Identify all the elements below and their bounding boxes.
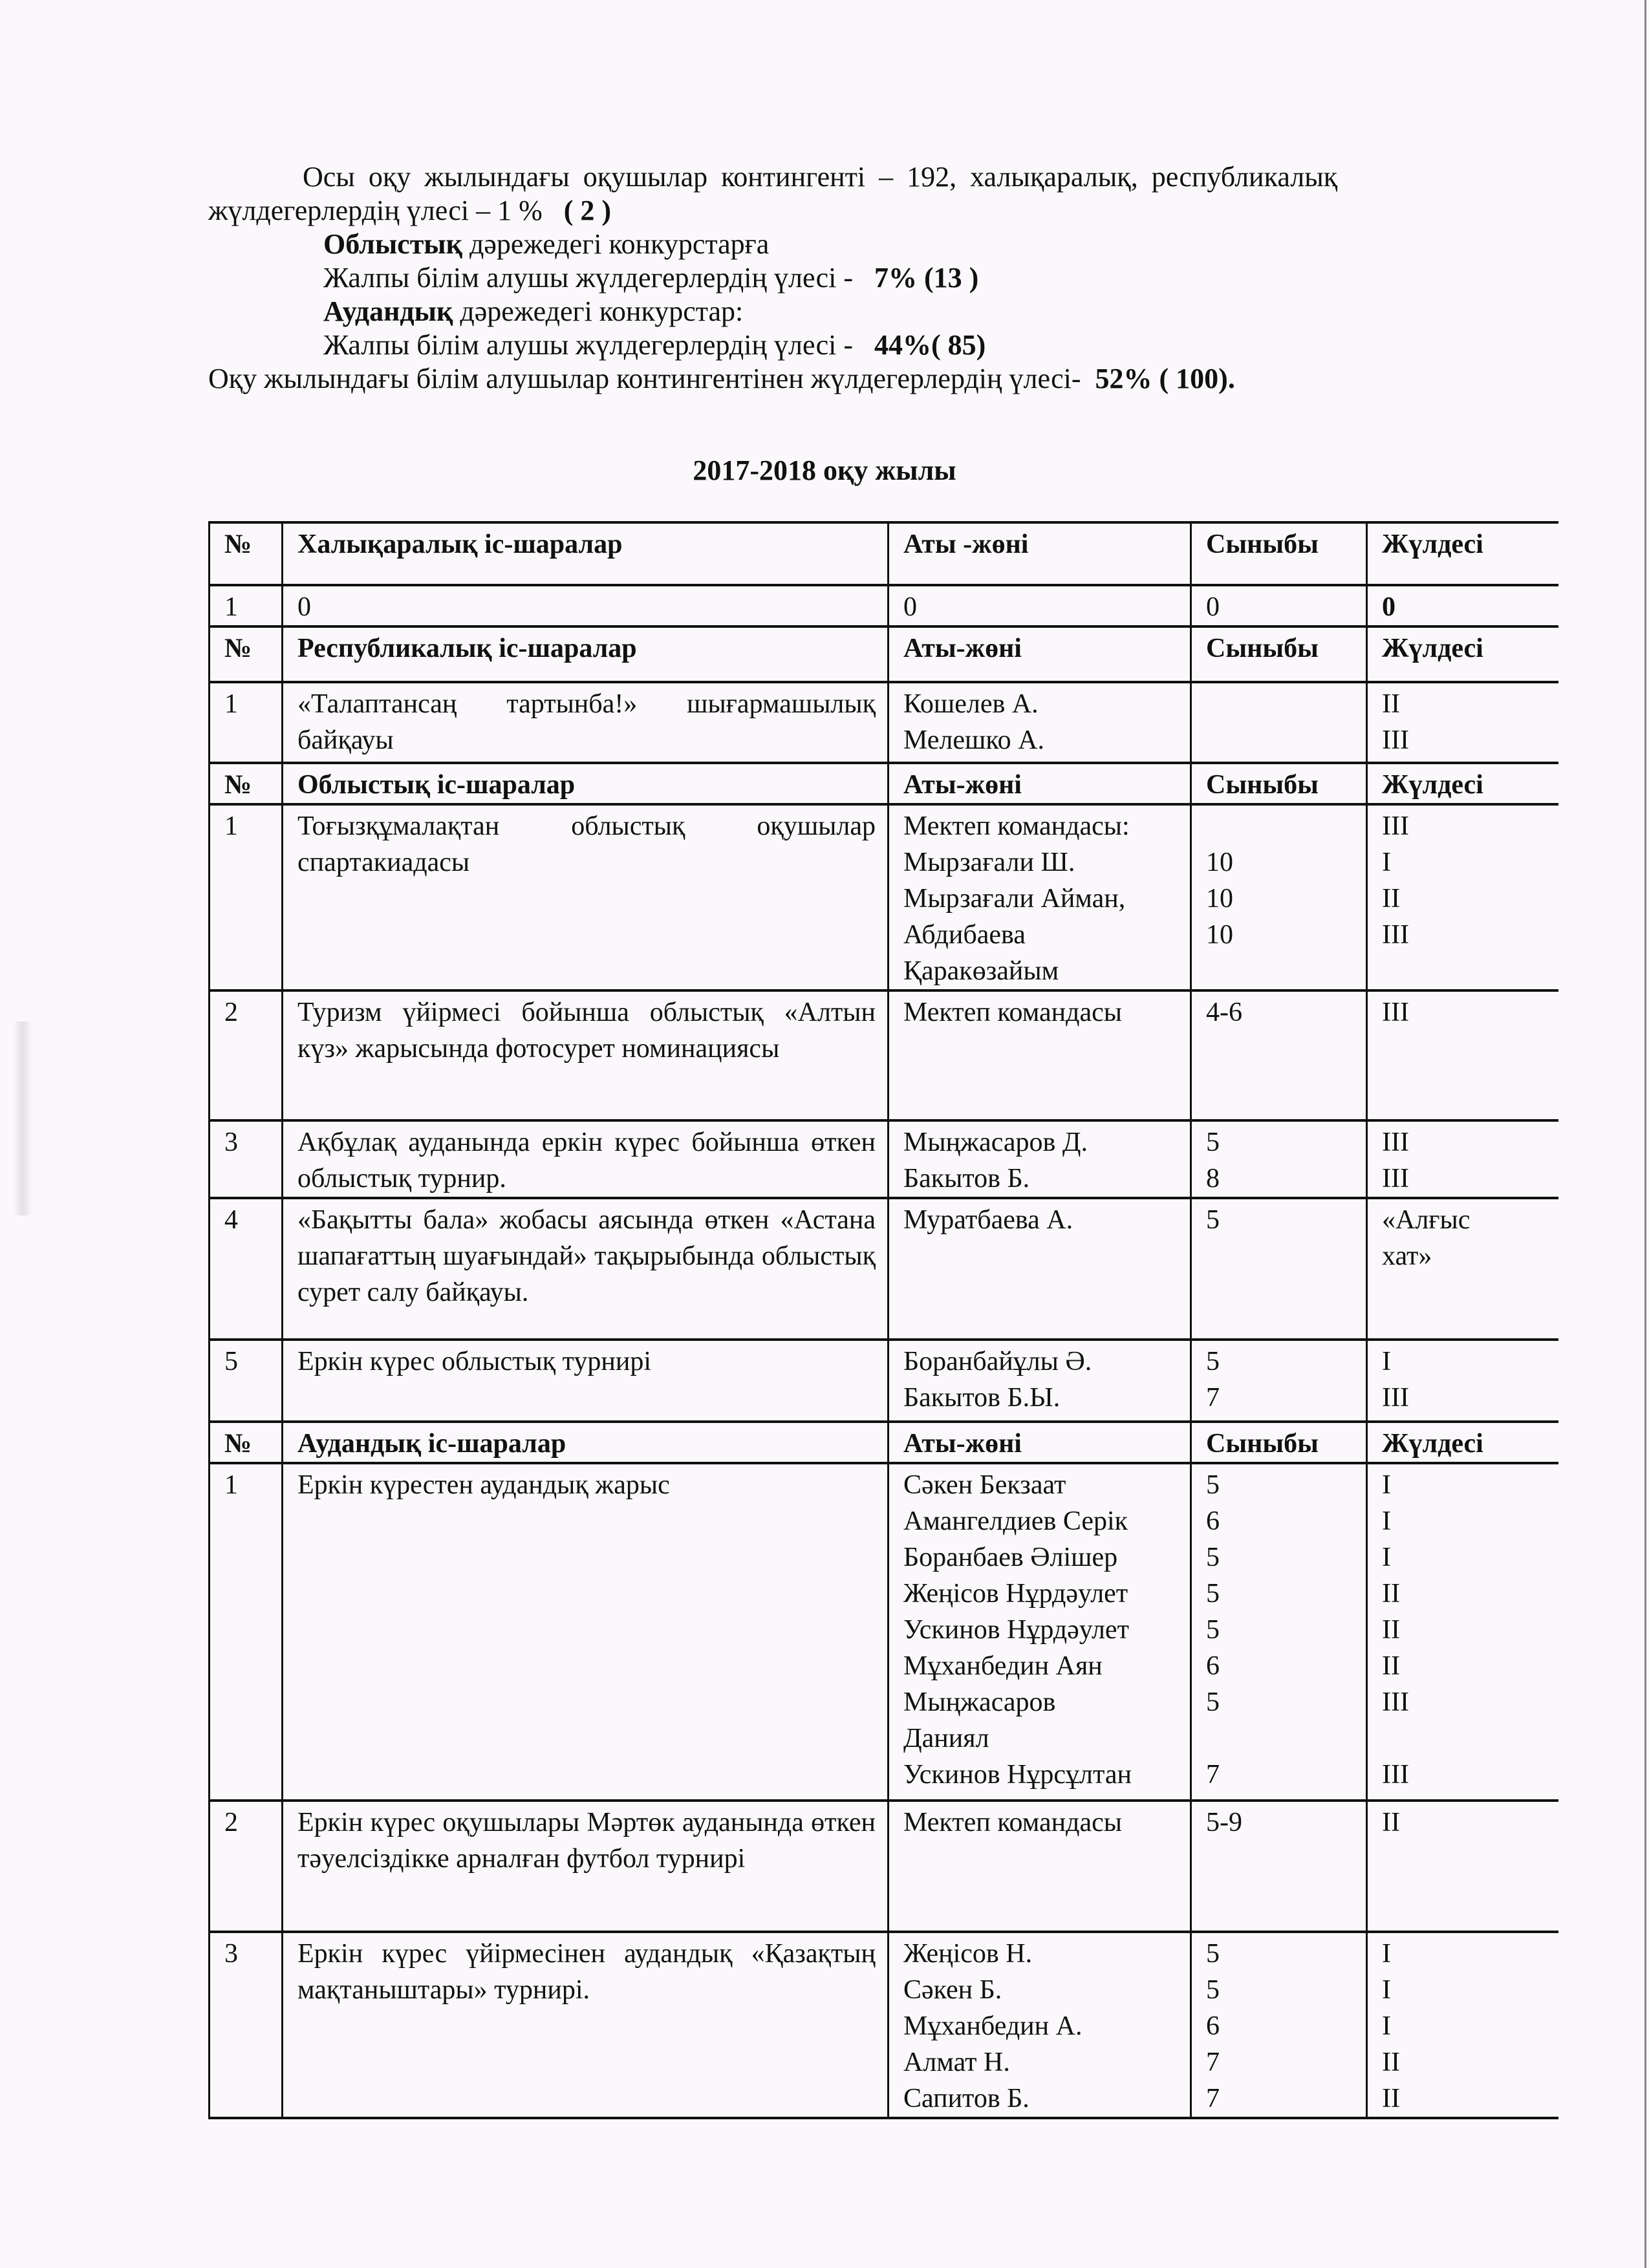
participant-place: I (1382, 1939, 1391, 1969)
header-num (210, 522, 283, 585)
district-heading-bold: Аудандық (323, 295, 453, 327)
header-place (1367, 1422, 1558, 1463)
participant-grade: 5 (1206, 1975, 1220, 2005)
total-share (208, 362, 1235, 396)
row-grades (1191, 1198, 1367, 1340)
regional-share-text: Жалпы білім алушы жүлдегерлердің үлесі - (323, 262, 854, 294)
participant-grade (1206, 686, 1354, 722)
row-number (210, 1932, 283, 2118)
district-share-value: 44%( 85) (874, 329, 986, 361)
header-place-label: Жүлдесі (1382, 770, 1483, 800)
participant-place: III (1382, 811, 1409, 841)
participant-grade (1206, 722, 1354, 758)
row-event (283, 1198, 889, 1340)
header-grade-label: Сыныбы (1206, 634, 1319, 663)
header-grade (1191, 626, 1367, 682)
participant-place: I (1382, 1543, 1391, 1572)
row-places (1367, 804, 1558, 990)
header-num (210, 1422, 283, 1463)
row-names (889, 1340, 1191, 1422)
participant-place (1382, 953, 1547, 989)
row-number-text: 3 (224, 1128, 238, 1157)
participant-place: II (1382, 1615, 1400, 1645)
participant-grade: 7 (1206, 1760, 1220, 1790)
participant-name: Алмат Н. (903, 2048, 1010, 2077)
section-header-row (210, 763, 1558, 804)
participant-name: Кошелев А. (903, 689, 1039, 719)
row-number-text: 3 (224, 1939, 238, 1969)
header-name (889, 1422, 1191, 1463)
row-number (210, 585, 283, 626)
row-event (283, 990, 889, 1120)
scan-edge (1644, 0, 1646, 2268)
participant-name: Бакытов Б. (903, 1164, 1030, 1193)
row-event (283, 1340, 889, 1422)
row-number-text: 1 (224, 1470, 238, 1500)
row-event (283, 585, 889, 626)
header-event (283, 763, 889, 804)
header-place-label: Жүлдесі (1382, 634, 1483, 663)
row-event-text: Еркін күрестен аудандық жарыс (297, 1470, 670, 1500)
participant-place: III (1382, 1383, 1409, 1413)
header-name (889, 522, 1191, 585)
header-num-label: № (224, 530, 252, 559)
row-names (889, 1463, 1191, 1801)
participant-place: хат» (1382, 1241, 1432, 1271)
participant-name: Боранбаев Әлішер (903, 1543, 1118, 1572)
row-places (1367, 1463, 1558, 1801)
table-row (210, 1463, 1558, 1801)
participant-place: I (1382, 1347, 1391, 1376)
district-heading-rest: дәрежедегі конкурстар: (453, 295, 744, 327)
header-name-label: Аты-жөні (903, 634, 1022, 663)
row-grades (1191, 990, 1367, 1120)
row-number (210, 682, 283, 763)
participant-grade: 6 (1206, 1506, 1220, 1536)
participant-grade: 5 (1206, 1347, 1220, 1376)
participant-place: 0 (1382, 592, 1396, 622)
header-num-label: № (224, 634, 252, 663)
row-number (210, 1463, 283, 1801)
participant-name: Қаракөзайым (903, 956, 1059, 986)
participant-name: Мектеп командасы: (903, 811, 1130, 841)
participant-grade: 6 (1206, 2011, 1220, 2041)
intro-line-2-text: жүлдегерлердің үлесі – 1 % (208, 195, 543, 226)
row-places (1367, 1801, 1558, 1932)
participant-place: II (1382, 884, 1400, 914)
section-header-row (210, 626, 1558, 682)
participant-name: Мелешко А. (903, 725, 1044, 755)
participant-name: Ускинов Нұрсұлтан (903, 1760, 1132, 1790)
participant-grade: 4-6 (1206, 998, 1242, 1027)
header-place (1367, 522, 1558, 585)
header-grade-label: Сыныбы (1206, 770, 1319, 800)
header-name-label: Аты -жөні (903, 530, 1029, 559)
row-event-text: Еркін күрес облыстық турнирі (297, 1347, 651, 1376)
participant-grade: 5 (1206, 1205, 1220, 1235)
row-names (889, 585, 1191, 626)
row-grades (1191, 1463, 1367, 1801)
row-event-text: Ақбұлақ ауданында еркін күрес бойынша өткен облыстық турнир. (297, 1128, 876, 1193)
participant-grade (1206, 1720, 1354, 1757)
row-event (283, 1463, 889, 1801)
row-number (210, 990, 283, 1120)
participant-grade: 7 (1206, 2048, 1220, 2077)
participant-place: I (1382, 2011, 1391, 2041)
row-number-text: 5 (224, 1347, 238, 1376)
participant-grade: 10 (1206, 884, 1233, 914)
participant-name: Мырзағали Айман, (903, 884, 1126, 914)
row-places (1367, 585, 1558, 626)
header-num-label: № (224, 1429, 252, 1459)
participant-place: «Алғыс (1382, 1205, 1471, 1235)
participant-name: Мыңжасаров (903, 1687, 1056, 1717)
participant-grade: 5 (1206, 1543, 1220, 1572)
row-places (1367, 1932, 1558, 2118)
intro-line-2-count: ( 2 ) (563, 195, 612, 226)
table-row (210, 1120, 1558, 1198)
regional-heading-bold: Облыстық (323, 228, 463, 260)
row-number (210, 1120, 283, 1198)
participant-place (1382, 1720, 1547, 1757)
participant-grade: 5 (1206, 1128, 1220, 1157)
participant-name: Мыңжасаров Д. (903, 1128, 1088, 1157)
intro-line-2 (208, 194, 611, 228)
participant-grade: 5 (1206, 1939, 1220, 1969)
row-grades (1191, 804, 1367, 990)
row-names (889, 682, 1191, 763)
section-header-row (210, 1422, 1558, 1463)
district-share-text: Жалпы білім алушы жүлдегерлердің үлесі - (323, 329, 854, 361)
header-num-label: № (224, 770, 252, 800)
participant-name: Абдибаева (903, 920, 1026, 950)
header-grade (1191, 1422, 1367, 1463)
row-grades (1191, 682, 1367, 763)
participant-place: II (1382, 1808, 1400, 1837)
participant-grade: 5 (1206, 1615, 1220, 1645)
participant-place: I (1382, 1975, 1391, 2005)
row-names (889, 990, 1191, 1120)
row-number-text: 1 (224, 811, 238, 841)
row-event (283, 1801, 889, 1932)
row-number-text: 2 (224, 1808, 238, 1837)
header-event-label: Республикалық іс-шаралар (297, 634, 637, 663)
row-places (1367, 1120, 1558, 1198)
header-grade (1191, 522, 1367, 585)
section-header-row (210, 522, 1558, 585)
header-event (283, 626, 889, 682)
participant-grade: 10 (1206, 848, 1233, 877)
regional-share (323, 261, 978, 295)
participant-grade: 5 (1206, 1579, 1220, 1609)
header-event (283, 522, 889, 585)
regional-share-value: 7% (13 ) (874, 262, 979, 294)
header-place (1367, 626, 1558, 682)
row-event-text: «Талаптансаң тартынба!» шығармашылық байқауы (297, 689, 876, 755)
header-grade-label: Сыныбы (1206, 1429, 1319, 1459)
header-place-label: Жүлдесі (1382, 530, 1483, 559)
participant-name: 0 (903, 592, 917, 622)
scan-smudge (13, 1022, 32, 1215)
participant-grade: 0 (1206, 592, 1220, 622)
row-places (1367, 682, 1558, 763)
table-row (210, 1801, 1558, 1932)
participant-name: Муратбаева А. (903, 1205, 1073, 1235)
intro-line-1-text: Осы оқу жылындағы оқушылар контингенті – 192, халықаралық, республикалық (303, 161, 1338, 193)
participant-grade: 5 (1206, 1687, 1220, 1717)
participant-place: III (1382, 920, 1409, 950)
header-name (889, 763, 1191, 804)
participant-place: III (1382, 1687, 1409, 1717)
participant-grade: 7 (1206, 2084, 1220, 2113)
header-event-label: Аудандық іс-шаралар (297, 1429, 566, 1459)
participant-place: II (1382, 689, 1400, 719)
participant-place: I (1382, 1506, 1391, 1536)
participant-place: II (1382, 2048, 1400, 2077)
row-number (210, 1198, 283, 1340)
row-number (210, 1801, 283, 1932)
header-place-label: Жүлдесі (1382, 1429, 1483, 1459)
participant-name: Бакытов Б.Ы. (903, 1383, 1061, 1413)
header-num (210, 763, 283, 804)
participant-grade: 8 (1206, 1164, 1220, 1193)
total-share-value: 52% ( 100). (1095, 363, 1235, 394)
awards-table-body (210, 522, 1558, 2118)
participant-name: Мұханбедин Аян (903, 1651, 1103, 1681)
table-row (210, 682, 1558, 763)
row-names (889, 1120, 1191, 1198)
header-event-label: Халықаралық іс-шаралар (297, 530, 623, 559)
row-event-text: Еркін күрес үйірмесінен аудандық «Қазақтың мақтаныштары» турнирі. (297, 1939, 876, 2005)
table-row (210, 1198, 1558, 1340)
table-row (210, 990, 1558, 1120)
awards-table (208, 521, 1558, 2119)
regional-heading (323, 228, 769, 261)
row-places (1367, 990, 1558, 1120)
header-place (1367, 763, 1558, 804)
participant-grade: 5 (1206, 1470, 1220, 1500)
header-event-label: Облыстық іс-шаралар (297, 770, 576, 800)
participant-grade: 5-9 (1206, 1808, 1242, 1837)
header-name-label: Аты-жөні (903, 770, 1022, 800)
row-grades (1191, 1340, 1367, 1422)
participant-place: II (1382, 1579, 1400, 1609)
header-grade-label: Сыныбы (1206, 530, 1319, 559)
header-name-label: Аты-жөні (903, 1429, 1022, 1459)
participant-place: III (1382, 1760, 1409, 1790)
header-grade (1191, 763, 1367, 804)
participant-name: Мектеп командасы (903, 998, 1123, 1027)
row-names (889, 1801, 1191, 1932)
participant-place: III (1382, 1128, 1409, 1157)
row-places (1367, 1198, 1558, 1340)
row-event (283, 682, 889, 763)
district-share (323, 328, 986, 362)
table-row (210, 1932, 1558, 2118)
participant-name: Жеңісов Нұрдәулет (903, 1579, 1128, 1609)
participant-name: Амангелдиев Серік (903, 1506, 1128, 1536)
participant-name: Даниял (903, 1724, 989, 1753)
row-event-text: Тоғызқұмалақтан облыстық оқушылар спартакиадасы (297, 811, 876, 877)
participant-grade (1206, 953, 1354, 989)
year-title: 2017-2018 оқу жылы (693, 455, 956, 486)
participant-place: III (1382, 725, 1409, 755)
header-event (283, 1422, 889, 1463)
row-number-text: 2 (224, 998, 238, 1027)
row-event-text: «Бақытты бала» жобасы аясында өткен «Астана шапағаттың шуағындай» тақырыбында облыстық сурет салу байқауы. (297, 1205, 876, 1307)
participant-place: III (1382, 998, 1409, 1027)
row-event-text: 0 (297, 592, 311, 622)
table-row (210, 804, 1558, 990)
row-event (283, 1932, 889, 2118)
participant-grade: 6 (1206, 1651, 1220, 1681)
participant-name: Мектеп командасы (903, 1808, 1123, 1837)
participant-place: I (1382, 848, 1391, 877)
row-event-text: Еркін күрес оқушылары Мәртөк ауданында өткен тәуелсіздікке арналған футбол турнирі (297, 1808, 876, 1874)
row-grades (1191, 585, 1367, 626)
participant-grade: 10 (1206, 920, 1233, 950)
total-share-text: Оқу жылындағы білім алушылар контингентінен жүлдегерлердің үлесі- (208, 363, 1081, 394)
header-num (210, 626, 283, 682)
row-grades (1191, 1801, 1367, 1932)
row-number-text: 1 (224, 689, 238, 719)
row-event-text: Туризм үйірмесі бойынша облыстық «Алтын күз» жарысында фотосурет номинациясы (297, 998, 876, 1064)
row-number-text: 4 (224, 1205, 238, 1235)
row-number (210, 1340, 283, 1422)
row-names (889, 1932, 1191, 2118)
row-number-text: 1 (224, 592, 238, 622)
row-grades (1191, 1120, 1367, 1198)
participant-name: Сәкен Бекзаат (903, 1470, 1066, 1500)
participant-grade (1206, 808, 1354, 844)
row-event (283, 1120, 889, 1198)
intro-line-1 (303, 160, 1480, 194)
row-names (889, 1198, 1191, 1340)
table-row (210, 1340, 1558, 1422)
district-heading (323, 295, 743, 328)
participant-grade: 7 (1206, 1383, 1220, 1413)
row-places (1367, 1340, 1558, 1422)
row-names (889, 804, 1191, 990)
regional-heading-rest: дәрежедегі конкурстарға (462, 228, 770, 260)
row-number (210, 804, 283, 990)
participant-place: III (1382, 1164, 1409, 1193)
participant-name: Жеңісов Н. (903, 1939, 1033, 1969)
header-name (889, 626, 1191, 682)
participant-name: Боранбайұлы Ә. (903, 1347, 1092, 1376)
participant-place: I (1382, 1470, 1391, 1500)
participant-place: II (1382, 1651, 1400, 1681)
row-grades (1191, 1932, 1367, 2118)
row-event (283, 804, 889, 990)
participant-name: Сәкен Б. (903, 1975, 1002, 2005)
participant-name: Ускинов Нұрдәулет (903, 1615, 1129, 1645)
participant-name: Сапитов Б. (903, 2084, 1029, 2113)
participant-name: Мырзағали Ш. (903, 848, 1075, 877)
participant-place: II (1382, 2084, 1400, 2113)
table-row (210, 585, 1558, 626)
participant-name: Мұханбедин А. (903, 2011, 1083, 2041)
